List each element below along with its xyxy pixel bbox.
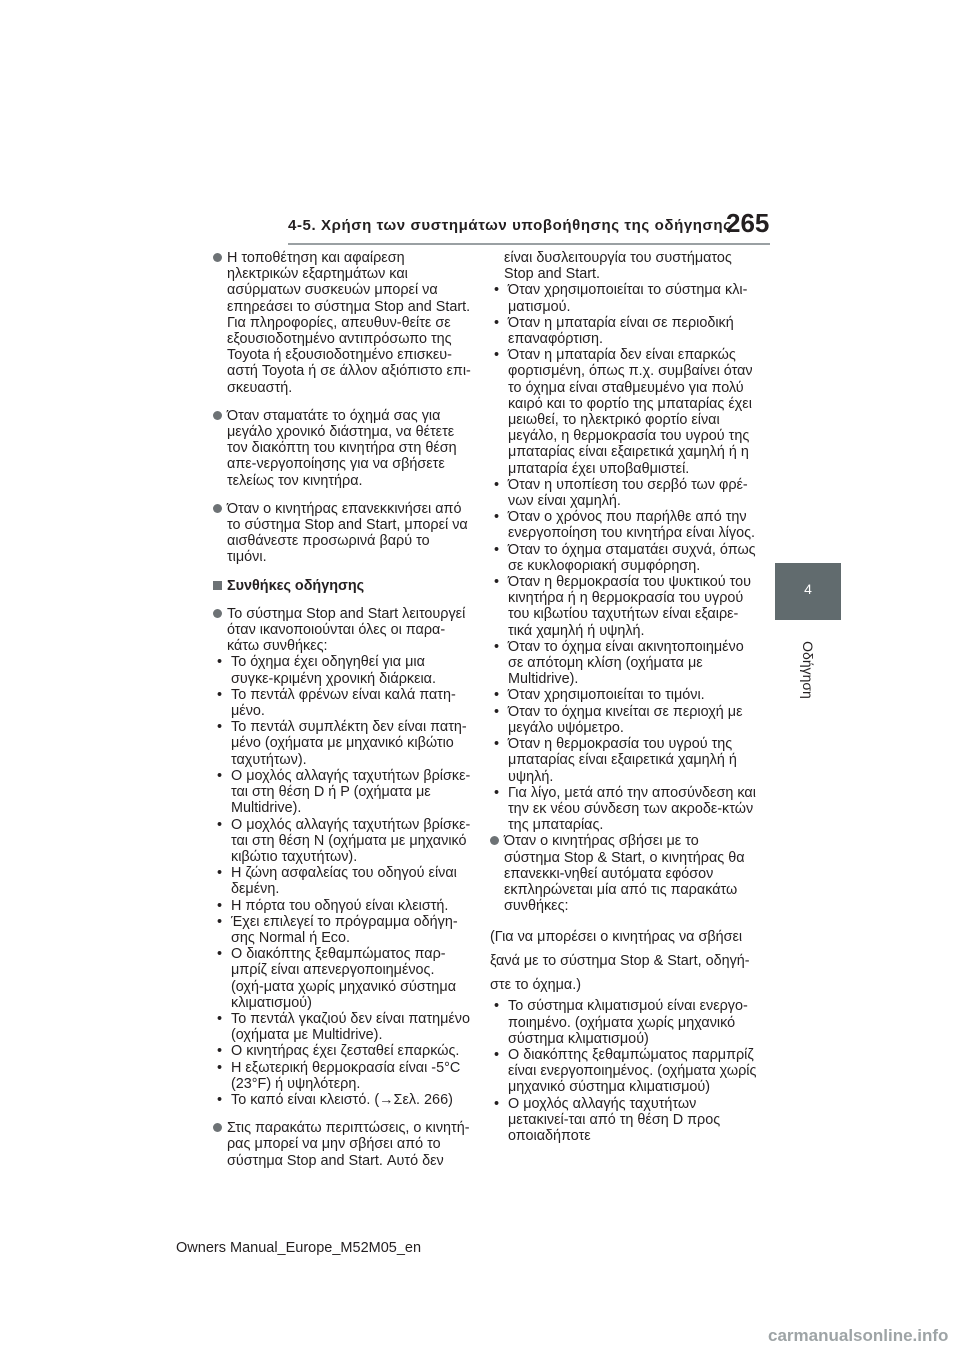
bullet-circle-icon bbox=[213, 1123, 222, 1132]
paragraph-exceptions bbox=[213, 1120, 471, 1169]
condition-item: • Το όχημα έχει οδηγηθεί για μια συγκε-κριμένη χρονική διάρκεια. bbox=[213, 654, 471, 686]
exception-item: • Όταν χρησιμοποιείται το σύστημα κλι-ματισμού. bbox=[490, 282, 758, 314]
page-number: 265 bbox=[726, 208, 770, 238]
exception-item: • Όταν χρησιμοποιείται το τιμόνι. bbox=[490, 687, 758, 703]
restart-condition-item: • Ο διακόπτης ξεθαμπώματος παρμπρίζ είναι ενεργοποιημένος. (οχήματα χωρίς μηχανικό σύστημα κλιματισμού) bbox=[490, 1047, 758, 1096]
note-line: ξανά με το σύστημα Stop & Start, οδηγή- bbox=[490, 953, 750, 970]
condition-item: • Έχει επιλεγεί το πρόγραμμα οδήγη-σης Normal ή Eco. bbox=[213, 914, 471, 946]
chapter-label-area bbox=[778, 620, 838, 730]
conditions-list bbox=[213, 654, 471, 1108]
paragraph-text: Όταν ο κινητήρας σβήσει με το σύστημα Stop & Start, ο κινητήρας θα επανεκκι-νηθεί αυτόματα εφόσον εκπληρώνεται μία από τις παρακάτω συνθήκες: bbox=[504, 833, 745, 915]
condition-item: • Η πόρτα του οδηγού είναι κλειστή. bbox=[213, 898, 471, 914]
exception-item: • Όταν η μπαταρία δεν είναι επαρκώς φορτισμένη, όπως π.χ. συμβαίνει όταν το όχημα είναι σταθμευμένο για πολύ καιρό και το φορτίο της μπαταρίας έχει μειωθεί, το ηλεκτρικό φορτίο είναι μεγάλο, η θερμοκρασία του υγρού της μπαταρίας είναι εξαιρετικά χαμηλή ή η μπαταρία έχει υποβαθμιστεί. bbox=[490, 347, 758, 477]
bullet-circle-icon bbox=[213, 504, 222, 513]
note-line: στε το όχημα.) bbox=[490, 977, 582, 994]
paragraph-long-stop bbox=[213, 408, 471, 489]
condition-item: • Ο μοχλός αλλαγής ταχυτήτων βρίσκε-ται στη θέση D ή P (οχήματα με Multidrive). bbox=[213, 768, 471, 817]
exception-item: • Όταν η θερμοκρασία του ψυκτικού του κινητήρα ή η θερμοκρασία του υγρού του κιβωτίου ταχυτήτων είναι εξαιρε-τικά χαμηλή ή υψηλή. bbox=[490, 574, 758, 639]
condition-item: • Το πεντάλ γκαζιού δεν είναι πατημένο (οχήματα με Multidrive). bbox=[213, 1011, 471, 1043]
paragraph-text: Όταν ο κινητήρας επανεκκινήσει από το σύστημα Stop and Start, μπορεί να αισθάνεστε προσωρινά βαρύ το τιμόνι. bbox=[227, 500, 468, 566]
condition-item: • Ο μοχλός αλλαγής ταχυτήτων βρίσκε-ται στη θέση N (οχήματα με μηχανικό κιβώτιο ταχυτήτων). bbox=[213, 817, 471, 866]
exception-item: • Όταν το όχημα είναι ακινητοποιημένο σε απότομη κλίση (οχήματα με Multidrive). bbox=[490, 639, 758, 688]
bullet-circle-icon bbox=[213, 253, 222, 262]
section-title: 4-5. Χρήση των συστημάτων υποβοήθησης της οδήγησης bbox=[288, 217, 732, 234]
paragraph-text: Όταν σταματάτε το όχημά σας για μεγάλο χρονικό διάστημα, να θέτετε τον διακόπτη του κινητήρα στη θέση απε-νεργοποίησης για να σβήσετε τελείως τον κινητήρα. bbox=[227, 407, 457, 489]
condition-item: • Η εξωτερική θερμοκρασία είναι -5°C (23°F) ή υψηλότερη. bbox=[213, 1060, 471, 1092]
paragraph-continuation: είναι δυσλειτουργία του συστήματος Stop and Start. bbox=[504, 250, 732, 283]
exception-item: • Όταν ο χρόνος που παρήλθε από την ενεργοποίηση του κινητήρα είναι λίγος. bbox=[490, 509, 758, 541]
paragraph-restart bbox=[490, 833, 758, 914]
exception-item: • Όταν η μπαταρία είναι σε περιοδική επαναφόρτιση. bbox=[490, 315, 758, 347]
restart-note bbox=[490, 926, 758, 996]
heading-text: Συνθήκες οδήγησης bbox=[227, 577, 365, 594]
chapter-tab[interactable] bbox=[775, 563, 841, 620]
paragraph-text: Το σύστημα Stop and Start λειτουργεί όταν ικανοποιούνται όλες οι παρα-κάτω συνθήκες: bbox=[227, 605, 466, 655]
restart-condition-item: • Το σύστημα κλιματισμού είναι ενεργο-ποιημένο. (οχήματα χωρίς μηχανικό σύστημα κλιματισμού) bbox=[490, 998, 758, 1047]
bullet-circle-icon bbox=[213, 609, 222, 618]
right-column bbox=[490, 250, 758, 1144]
restart-list bbox=[490, 998, 758, 1144]
bullet-circle-icon bbox=[213, 411, 222, 420]
header-divider bbox=[288, 243, 770, 245]
exception-item: • Για λίγο, μετά από την αποσύνδεση και την εκ νέου σύνδεση των ακροδε-κτών της μπαταρίας. bbox=[490, 785, 758, 834]
exception-item: • Όταν το όχημα κινείται σε περιοχή με μεγάλο υψόμετρο. bbox=[490, 704, 758, 736]
condition-item: • Το καπό είναι κλειστό. (→Σελ. 266) bbox=[213, 1092, 471, 1108]
bullet-circle-icon bbox=[490, 836, 499, 845]
paragraph-text: Στις παρακάτω περιπτώσεις, ο κινητή-ρας μπορεί να μην σβήσει από το σύστημα Stop and Start. Αυτό δεν bbox=[227, 1120, 470, 1169]
exception-item: • Όταν η υποπίεση του σερβό των φρέ-νων είναι χαμηλή. bbox=[490, 477, 758, 509]
watermark: carmanualsonline.info bbox=[768, 1326, 949, 1345]
paragraph-text: Η τοποθέτηση και αφαίρεση ηλεκτρικών εξαρτημάτων και ασύρματων συσκευών μπορεί να επηρεάσει το σύστημα Stop and Start. Για πληροφορίες, απευθυν-θείτε σε εξουσιοδοτημένο αντιπρόσωπο της Toyota ή εξουσιοδοτημένο επισκευ-αστή Toyota ή σε άλλον αξιόπιστο επι-σκευαστή. bbox=[227, 250, 471, 396]
subsection-heading bbox=[213, 578, 471, 594]
left-column bbox=[213, 250, 471, 1181]
condition-item: • Το πεντάλ φρένων είναι καλά πατη-μένο. bbox=[213, 687, 471, 719]
paragraph-operating-conditions bbox=[213, 606, 471, 655]
restart-condition-item: • Ο μοχλός αλλαγής ταχυτήτων μετακινεί-ται από τη θέση D προς οποιαδήποτε bbox=[490, 1096, 758, 1145]
condition-item: • Το πεντάλ συμπλέκτη δεν είναι πατη-μένο (οχήματα με μηχανικό κιβώτιο ταχυτήτων). bbox=[213, 719, 471, 768]
exception-item: • Όταν το όχημα σταματάει συχνά, όπως σε κυκλοφοριακή συμφόρηση. bbox=[490, 542, 758, 574]
condition-item: • Η ζώνη ασφαλείας του οδηγού είναι δεμένη. bbox=[213, 865, 471, 897]
note-line: (Για να μπορέσει ο κινητήρας να σβήσει bbox=[490, 929, 743, 946]
chapter-number: 4 bbox=[804, 581, 812, 597]
condition-item: • Ο κινητήρας έχει ζεσταθεί επαρκώς. bbox=[213, 1043, 471, 1059]
footer-text: Owners Manual_Europe_M52M05_en bbox=[176, 1240, 422, 1256]
paragraph-electrical-devices bbox=[213, 250, 471, 396]
condition-item: • Ο διακόπτης ξεθαμπώματος παρ-μπρίζ είναι απενεργοποιημένος. (οχή-ματα χωρίς μηχανικό σύστημα κλιματισμού) bbox=[213, 946, 471, 1011]
exceptions-list bbox=[490, 282, 758, 833]
chapter-label: Οδήγηση bbox=[800, 641, 816, 699]
exception-item: • Όταν η θερμοκρασία του υγρού της μπαταρίας είναι εξαιρετικά χαμηλή ή υψηλή. bbox=[490, 736, 758, 785]
square-bullet-icon bbox=[213, 581, 222, 590]
paragraph-steering bbox=[213, 501, 471, 566]
